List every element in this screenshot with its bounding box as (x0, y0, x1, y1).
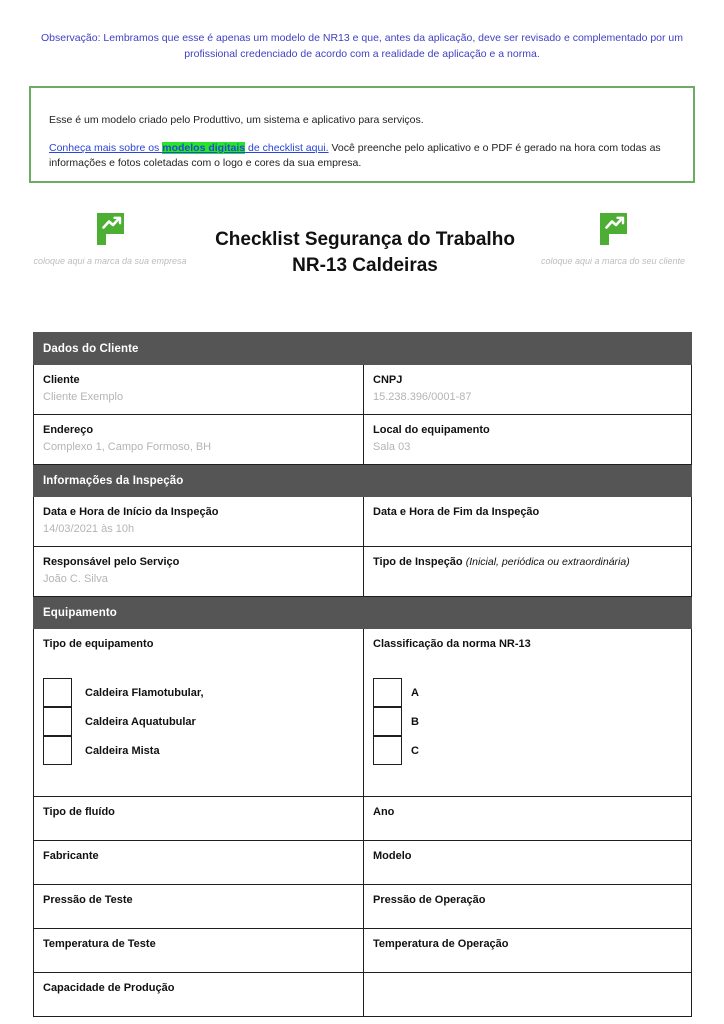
field-modelo-label: Modelo (373, 850, 412, 862)
section-header-client-cell (34, 333, 364, 365)
field-pressao-operacao[interactable] (364, 885, 692, 929)
field-tipo-equipamento-label: Tipo de equipamento (43, 638, 154, 650)
observation-note: Observação: Lembramos que esse é apenas um modelo de NR13 e que, antes da aplicação, deve ser revisado e complementado por um profissional credenciado de acordo com a realidade de aplicação e a norma. (40, 32, 684, 60)
section-header-equipment (34, 597, 692, 629)
promo-line-1: Esse é um modelo criado pelo Produttivo, um sistema e aplicativo para serviços. (49, 114, 424, 126)
section-header-client (34, 333, 692, 365)
table-row-client (34, 365, 692, 415)
field-fim-inspecao[interactable] (364, 497, 692, 547)
promo-link-post[interactable]: de checklist aqui. (245, 142, 329, 154)
field-local-value: Sala 03 (373, 441, 411, 453)
field-pressao-teste[interactable] (34, 885, 364, 929)
field-capacidade-label: Capacidade de Produção (43, 982, 175, 994)
table-row-inspection-datetime (34, 497, 692, 547)
field-endereco[interactable] (34, 415, 364, 465)
field-responsavel[interactable] (34, 547, 364, 597)
checkbox-row-class-c[interactable] (373, 736, 682, 765)
page-title: Checklist Segurança do Trabalho NR-13 Caldeiras (215, 229, 515, 276)
produttivo-logo-icon (596, 211, 630, 247)
classification-group-spacer (373, 765, 682, 787)
field-inicio-value: 14/03/2021 às 10h (43, 523, 135, 535)
field-ano[interactable] (364, 797, 692, 841)
field-ano-label: Ano (373, 806, 395, 818)
checkbox-row-class-b[interactable] (373, 707, 682, 736)
brand-placeholder-company (30, 205, 190, 267)
field-classificacao-label: Classificação da norma NR-13 (373, 638, 531, 650)
checkbox-class-b[interactable] (373, 707, 402, 736)
title-band (0, 205, 724, 295)
promo-link-pre[interactable]: Conheça mais sobre os (49, 142, 163, 154)
field-temperatura-teste[interactable] (34, 929, 364, 973)
field-cnpj[interactable] (364, 365, 692, 415)
brand-placeholder-client (533, 205, 693, 267)
field-classificacao (364, 629, 692, 797)
table-row-manufacturer-model (34, 841, 692, 885)
field-capacidade[interactable] (34, 973, 364, 1017)
checklist-form-table (33, 332, 692, 1017)
table-row-pressure (34, 885, 692, 929)
field-endereco-value: Complexo 1, Campo Formoso, BH (43, 441, 212, 453)
checkbox-class-c[interactable] (373, 736, 402, 765)
field-inicio-label: Data e Hora de Início da Inspeção (43, 506, 219, 518)
table-row-capacity (34, 973, 692, 1017)
table-row-temperature (34, 929, 692, 973)
field-cnpj-label: CNPJ (373, 374, 403, 386)
field-capacidade-empty[interactable] (364, 973, 692, 1017)
field-tipo-inspecao-label (373, 555, 682, 570)
field-temperatura-operacao[interactable] (364, 929, 692, 973)
produttivo-logo-icon (93, 211, 127, 247)
field-fabricante[interactable] (34, 841, 364, 885)
checkbox-label-class-a: A (411, 686, 419, 699)
field-temperatura-operacao-label: Temperatura de Operação (373, 938, 509, 950)
field-endereco-label: Endereço (43, 424, 94, 436)
section-title-inspection: Informações da Inspeção (43, 475, 184, 487)
section-title-client: Dados do Cliente (43, 343, 139, 355)
checkbox-row-flamotubular[interactable] (43, 678, 354, 707)
promo-box (29, 86, 695, 183)
section-header-equipment-cell (34, 597, 364, 629)
field-tipo-inspecao-hint: (Inicial, periódica ou extraordinária) (465, 556, 630, 568)
table-row-equipment-type (34, 629, 692, 797)
field-cliente-value: Cliente Exemplo (43, 391, 124, 403)
field-responsavel-value: João C. Silva (43, 573, 108, 585)
field-cnpj-value: 15.238.396/0001-87 (373, 391, 472, 403)
section-header-inspection (34, 465, 692, 497)
section-header-client-cell-right (364, 333, 692, 365)
checkbox-row-mista[interactable] (43, 736, 354, 765)
table-row-fluid-year (34, 797, 692, 841)
checkbox-row-aquatubular[interactable] (43, 707, 354, 736)
field-modelo[interactable] (364, 841, 692, 885)
field-tipo-inspecao[interactable] (364, 547, 692, 597)
equipment-type-checkbox-group (43, 678, 354, 787)
brand-caption-client: coloque aqui a marca do seu cliente (540, 256, 686, 266)
field-pressao-operacao-label: Pressão de Operação (373, 894, 486, 906)
checkbox-row-class-a[interactable] (373, 678, 682, 707)
checkbox-flamotubular[interactable] (43, 678, 72, 707)
section-header-inspection-cell-right (364, 465, 692, 497)
section-title-equipment: Equipamento (43, 607, 117, 619)
section-header-inspection-cell (34, 465, 364, 497)
section-header-equipment-cell-right (364, 597, 692, 629)
field-fim-label: Data e Hora de Fim da Inspeção (373, 506, 540, 518)
checkbox-label-aquatubular: Caldeira Aquatubular (85, 715, 196, 728)
promo-link-highlight[interactable]: modelos digitais (162, 142, 246, 154)
field-local-equipamento[interactable] (364, 415, 692, 465)
checkbox-label-class-b: B (411, 715, 419, 728)
equipment-group-spacer (43, 765, 354, 787)
checkbox-mista[interactable] (43, 736, 72, 765)
checkbox-label-flamotubular: Caldeira Flamotubular, (85, 686, 204, 699)
table-row-address (34, 415, 692, 465)
field-local-label: Local do equipamento (373, 424, 490, 436)
field-temperatura-teste-label: Temperatura de Teste (43, 938, 156, 950)
field-cliente[interactable] (34, 365, 364, 415)
field-tipo-fluido-label: Tipo de fluído (43, 806, 115, 818)
field-fabricante-label: Fabricante (43, 850, 99, 862)
checkbox-aquatubular[interactable] (43, 707, 72, 736)
checkbox-class-a[interactable] (373, 678, 402, 707)
field-cliente-label: Cliente (43, 374, 80, 386)
field-pressao-teste-label: Pressão de Teste (43, 894, 133, 906)
table-row-responsible (34, 547, 692, 597)
promo-line-2 (49, 141, 675, 171)
classification-checkbox-group (373, 678, 682, 787)
checkbox-label-mista: Caldeira Mista (85, 744, 160, 757)
field-tipo-equipamento (34, 629, 364, 797)
promo-line-2-rest: Você preenche pelo aplicativo e o PDF é gerado na hora com todas as informações e fotos coletadas com o logo e cores da sua empresa. (49, 142, 661, 169)
brand-caption-company: coloque aqui a marca da sua empresa (33, 256, 187, 266)
field-tipo-inspecao-label-text: Tipo de Inspeção (373, 556, 463, 568)
field-inicio-inspecao[interactable] (34, 497, 364, 547)
checkbox-label-class-c: C (411, 744, 419, 757)
field-tipo-fluido[interactable] (34, 797, 364, 841)
field-responsavel-label: Responsável pelo Serviço (43, 556, 180, 568)
